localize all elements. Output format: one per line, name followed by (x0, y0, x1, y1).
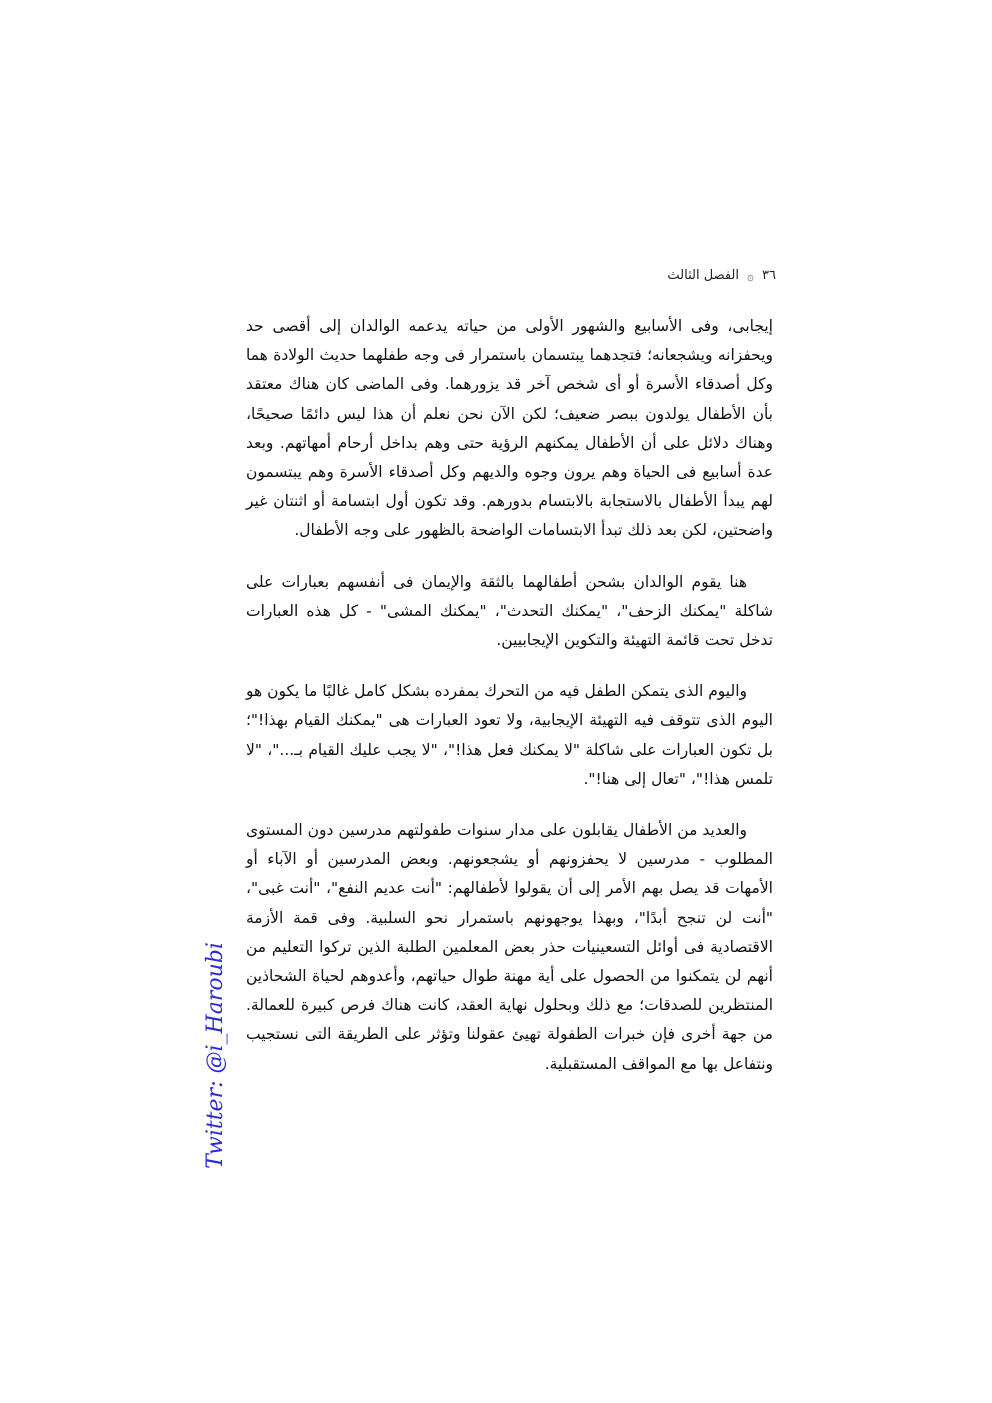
watermark (197, 941, 233, 1169)
ornament-icon: ۞ (747, 268, 755, 283)
page-number: ٣٦ (762, 268, 776, 283)
paragraph-2: هنا يقوم الوالدان بشحن أطفالهما بالثقة والإيمان فى أنفسهم بعبارات على شاكلة "يمكنك الزحف"، "يمكنك التحدث"، "يمكنك المشى" - كل هذه العبارات تدخل تحت قائمة التهيئة والتكوين الإيجابيين. (246, 572, 773, 650)
watermark-text: Twitter: @i_Haroubi (202, 941, 228, 1169)
paragraph-3: واليوم الذى يتمكن الطفل فيه من التحرك بمفرده بشكل كامل غالبًا ما يكون هو اليوم الذى تتوقف فيه التهيئة الإيجابية، ولا تعود العبارات هى "يمكنك القيام بهذا!"؛ بل تكون العبارات على شاكلة "لا يمكنك فعل هذا!"، "لا يجب عليك القيام بـ..."، "لا تلمس هذا!"، "تعال إلى هنا!". (245, 682, 773, 788)
body-text (246, 312, 773, 1101)
chapter-title: الفصل الثالث (667, 268, 739, 283)
paragraph-4: والعديد من الأطفال يقابلون على مدار سنوات طفولتهم مدرسين دون المستوى المطلوب - مدرسين لا يحفزونهم أو يشجعونهم. وبعض المدرسين أو الآباء أو الأمهات قد يصل بهم الأمر إلى أن يقولوا لأطفالهم: "أنت عديم النفع"، "أنت غبى"، "أنت لن تنجح أبدًا"، وبهذا يوجهونهم باستمرار نحو السلبية. وفى قمة الأزمة الاقتصادية فى أوائل التسعينيات حذر بعض المعلمين الطلبة الذين تركوا التعليم من أنهم لن يتمكنوا من الحصول على أية مهنة طوال حياتهم، وأعدوهم لحياة الشحاذين المنتظرين للصدقات؛ مع ذلك وبحلول نهاية العقد، كانت هناك فرص كبيرة للعمالة. من جهة أخرى فإن خبرات الطفولة تهيئ عقولنا وتؤثر على الطريقة التى نستجيب ونتفاعل بها مع المواقف المستقبلية. (246, 821, 773, 1073)
paragraph-1: إيجابى، وفى الأسابيع والشهور الأولى من حياته يدعمه الوالدان إلى أقصى حد ويحفزانه ويشجعانه؛ فتجدهما يبتسمان باستمرار فى وجه طفلهما حديث الولادة هما وكل أصدقاء الأسرة أو أى شخص آخر قد يزورهما. وفى الماضى كان هناك معتقد بأن الأطفال يولدون ببصر ضعيف؛ لكن الآن نحن نعلم أن هذا ليس دائمًا صحيحًا، وهناك دلائل على أن الأطفال يمكنهم الرؤية حتى وهم بداخل أرحام أمهاتهم. وبعد عدة أسابيع فى الحياة وهم يرون وجوه والديهم وكل أصدقاء الأسرة وهم يبتسمون لهم يبدأ الأطفال بالاستجابة بالابتسام بدورهم. وقد تكون أول ابتسامة أو اثنتان غير واضحتين، لكن بعد ذلك تبدأ الابتسامات الواضحة بالظهور على وجه الأطفال. (246, 317, 773, 540)
running-header (667, 268, 776, 283)
